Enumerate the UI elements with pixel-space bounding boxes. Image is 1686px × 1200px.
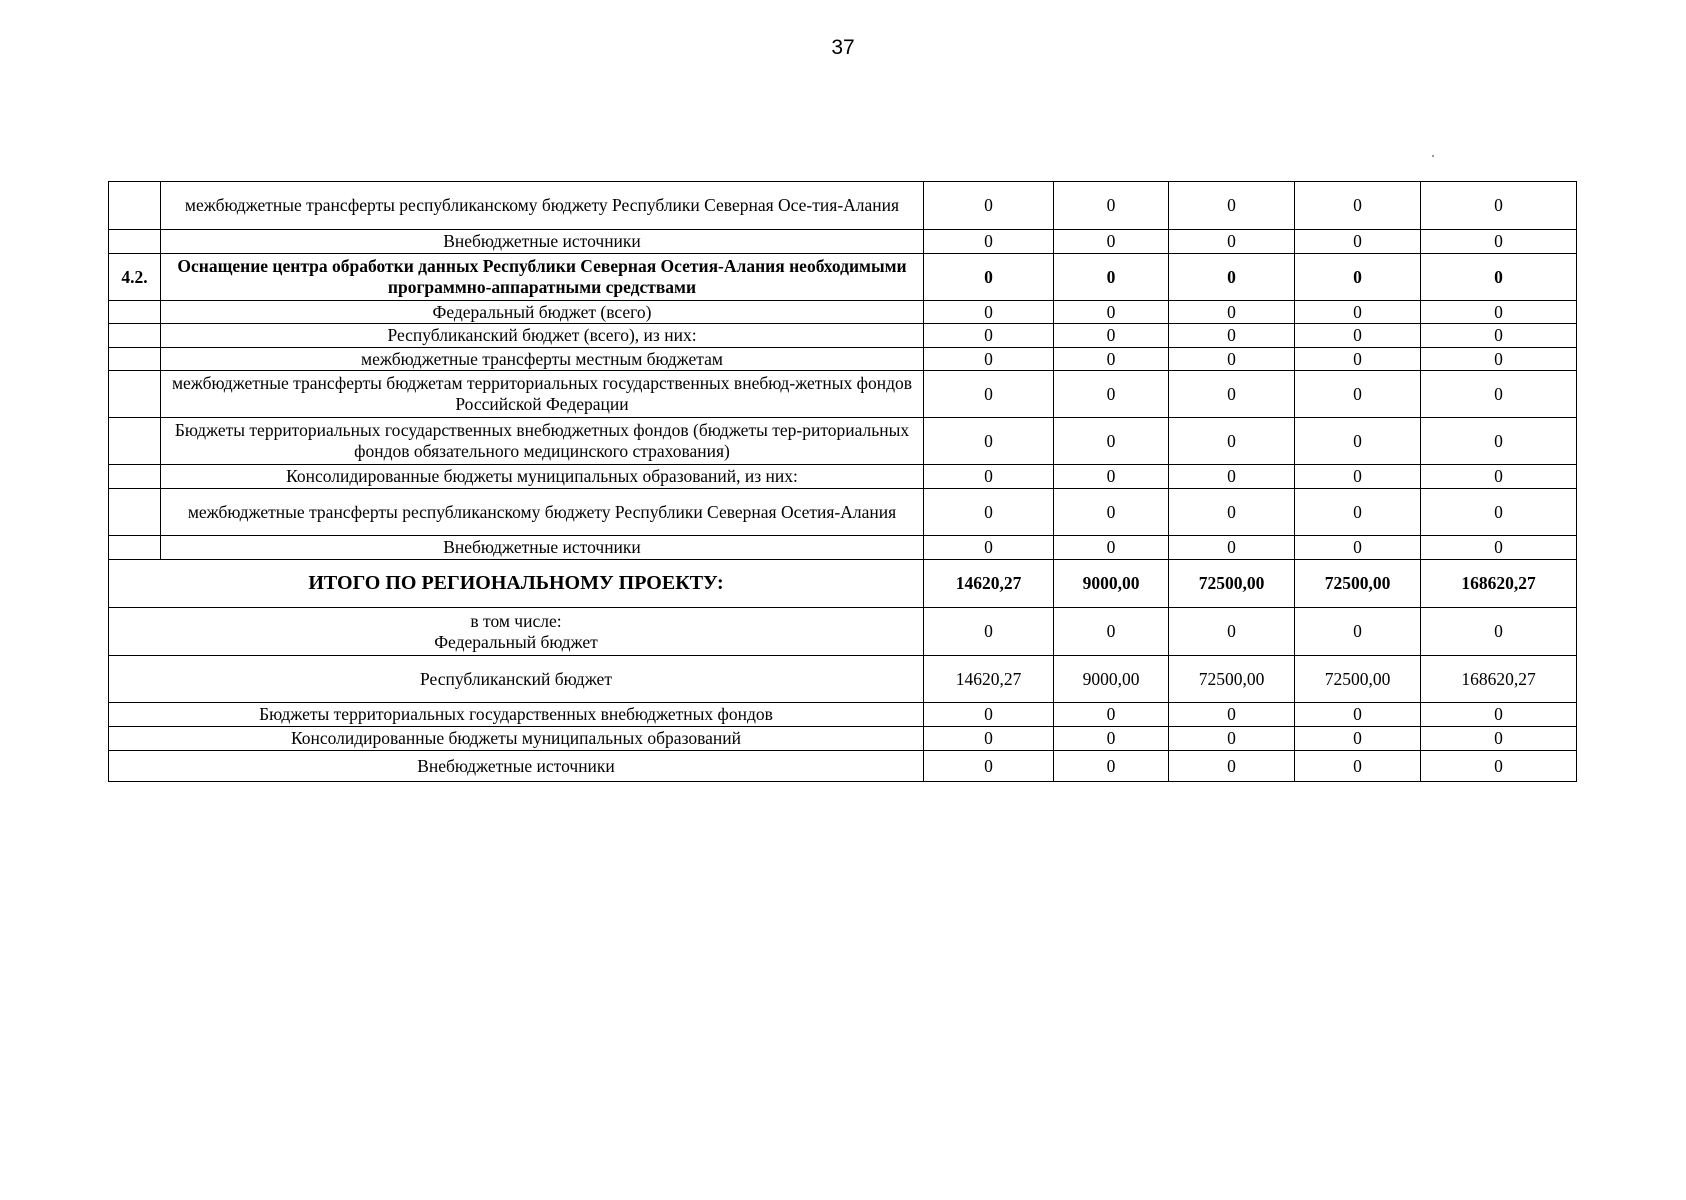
breakdown-row — [109, 703, 1577, 727]
breakdown-value: 0 — [1054, 751, 1169, 782]
total-value: 72500,00 — [1169, 560, 1295, 608]
value-cell: 0 — [1421, 536, 1577, 560]
value-cell: 0 — [1054, 418, 1169, 465]
value-cell: 0 — [924, 324, 1054, 348]
value-cell: 0 — [924, 348, 1054, 371]
row-code — [109, 371, 161, 418]
value-cell: 0 — [1169, 182, 1295, 230]
row-label: Бюджеты территориальных государственных внебюджетных фондов (бюджеты тер-риториальных фондов обязательного медицинского страхования) — [161, 418, 924, 465]
value-cell: 0 — [1054, 324, 1169, 348]
breakdown-label: Бюджеты территориальных государственных внебюджетных фондов — [109, 703, 924, 727]
breakdown-value: 0 — [1421, 751, 1577, 782]
value-cell: 0 — [1421, 254, 1577, 301]
breakdown-label: Консолидированные бюджеты муниципальных образований — [109, 727, 924, 751]
breakdown-value: 0 — [1421, 703, 1577, 727]
value-cell: 0 — [1295, 182, 1421, 230]
row-code — [109, 536, 161, 560]
table-row — [109, 182, 1577, 230]
breakdown-label: Республиканский бюджет — [109, 656, 924, 703]
value-cell: 0 — [1169, 465, 1295, 489]
table-row — [109, 348, 1577, 371]
value-cell: 0 — [1295, 301, 1421, 324]
value-cell: 0 — [1054, 371, 1169, 418]
row-label: межбюджетные трансферты местным бюджетам — [161, 348, 924, 371]
row-label: Федеральный бюджет (всего) — [161, 301, 924, 324]
row-label: Оснащение центра обработки данных Республики Северная Осетия-Алания необходимыми программно-аппаратными средствами — [161, 254, 924, 301]
value-cell: 0 — [1054, 536, 1169, 560]
total-label: ИТОГО ПО РЕГИОНАЛЬНОМУ ПРОЕКТУ: — [109, 560, 924, 608]
value-cell: 0 — [1169, 489, 1295, 536]
value-cell: 0 — [1295, 254, 1421, 301]
value-cell: 0 — [1295, 371, 1421, 418]
value-cell: 0 — [1421, 301, 1577, 324]
breakdown-value: 0 — [1054, 703, 1169, 727]
table-row — [109, 371, 1577, 418]
row-code — [109, 489, 161, 536]
breakdown-value: 14620,27 — [924, 656, 1054, 703]
value-cell: 0 — [1421, 465, 1577, 489]
budget-table — [108, 181, 1577, 782]
row-label: межбюджетные трансферты республиканскому бюджету Республики Северная Осе-тия-Алания — [161, 182, 924, 230]
row-label: Республиканский бюджет (всего), из них: — [161, 324, 924, 348]
page-number: 37 — [831, 36, 855, 59]
breakdown-value: 0 — [1421, 608, 1577, 656]
table-row — [109, 301, 1577, 324]
breakdown-value: 0 — [924, 703, 1054, 727]
value-cell: 0 — [1169, 536, 1295, 560]
breakdown-value: 0 — [1295, 751, 1421, 782]
value-cell: 0 — [1054, 230, 1169, 254]
value-cell: 0 — [1054, 489, 1169, 536]
breakdown-value: 0 — [924, 608, 1054, 656]
value-cell: 0 — [924, 489, 1054, 536]
row-label: Консолидированные бюджеты муниципальных образований, из них: — [161, 465, 924, 489]
breakdown-value: 0 — [924, 751, 1054, 782]
total-value: 72500,00 — [1295, 560, 1421, 608]
value-cell: 0 — [1421, 348, 1577, 371]
row-code — [109, 465, 161, 489]
row-code — [109, 348, 161, 371]
table-row — [109, 254, 1577, 301]
breakdown-value: 0 — [1295, 727, 1421, 751]
table-row — [109, 230, 1577, 254]
row-code — [109, 301, 161, 324]
row-label: Внебюджетные источники — [161, 230, 924, 254]
value-cell: 0 — [1169, 324, 1295, 348]
breakdown-label: в том числе: Федеральный бюджет — [109, 608, 924, 656]
table-row — [109, 324, 1577, 348]
breakdown-row — [109, 727, 1577, 751]
breakdown-value: 0 — [1054, 608, 1169, 656]
value-cell: 0 — [1295, 230, 1421, 254]
value-cell: 0 — [1054, 301, 1169, 324]
value-cell: 0 — [1295, 348, 1421, 371]
table-row — [109, 418, 1577, 465]
breakdown-value: 72500,00 — [1295, 656, 1421, 703]
breakdown-value: 0 — [1054, 727, 1169, 751]
table-row — [109, 489, 1577, 536]
value-cell: 0 — [1295, 324, 1421, 348]
value-cell: 0 — [1054, 182, 1169, 230]
value-cell: 0 — [924, 254, 1054, 301]
value-cell: 0 — [924, 465, 1054, 489]
breakdown-value: 0 — [1169, 751, 1295, 782]
breakdown-value: 0 — [1169, 703, 1295, 727]
row-code — [109, 418, 161, 465]
value-cell: 0 — [924, 182, 1054, 230]
value-cell: 0 — [1295, 465, 1421, 489]
value-cell: 0 — [1421, 324, 1577, 348]
row-code — [109, 230, 161, 254]
breakdown-value: 0 — [1295, 703, 1421, 727]
value-cell: 0 — [1295, 418, 1421, 465]
breakdown-row — [109, 608, 1577, 656]
value-cell: 0 — [1054, 254, 1169, 301]
breakdown-row — [109, 751, 1577, 782]
total-value: 9000,00 — [1054, 560, 1169, 608]
value-cell: 0 — [1295, 489, 1421, 536]
table-row — [109, 465, 1577, 489]
table-row — [109, 536, 1577, 560]
row-label: Внебюджетные источники — [161, 536, 924, 560]
value-cell: 0 — [924, 230, 1054, 254]
breakdown-value: 0 — [924, 727, 1054, 751]
value-cell: 0 — [1169, 254, 1295, 301]
value-cell: 0 — [1421, 489, 1577, 536]
breakdown-value: 72500,00 — [1169, 656, 1295, 703]
breakdown-value: 0 — [1169, 727, 1295, 751]
row-label: межбюджетные трансферты республиканскому бюджету Республики Северная Осетия-Алания — [161, 489, 924, 536]
value-cell: 0 — [1054, 348, 1169, 371]
value-cell: 0 — [1295, 536, 1421, 560]
breakdown-label: Внебюджетные источники — [109, 751, 924, 782]
breakdown-row — [109, 656, 1577, 703]
breakdown-value: 0 — [1421, 727, 1577, 751]
breakdown-value: 0 — [1169, 608, 1295, 656]
value-cell: 0 — [924, 371, 1054, 418]
breakdown-value: 0 — [1295, 608, 1421, 656]
breakdown-value: 9000,00 — [1054, 656, 1169, 703]
value-cell: 0 — [1169, 418, 1295, 465]
value-cell: 0 — [1169, 348, 1295, 371]
value-cell: 0 — [924, 418, 1054, 465]
value-cell: 0 — [1421, 230, 1577, 254]
total-value: 14620,27 — [924, 560, 1054, 608]
row-code — [109, 324, 161, 348]
value-cell: 0 — [1054, 465, 1169, 489]
value-cell: 0 — [924, 301, 1054, 324]
value-cell: 0 — [1169, 230, 1295, 254]
row-code — [109, 182, 161, 230]
row-label: межбюджетные трансферты бюджетам территориальных государственных внебюд-жетных фондов Российской Федерации — [161, 371, 924, 418]
value-cell: 0 — [1421, 371, 1577, 418]
row-code: 4.2. — [109, 254, 161, 301]
value-cell: 0 — [1421, 182, 1577, 230]
total-row — [109, 560, 1577, 608]
total-value: 168620,27 — [1421, 560, 1577, 608]
value-cell: 0 — [1421, 418, 1577, 465]
scan-speck — [1432, 155, 1434, 157]
value-cell: 0 — [1169, 371, 1295, 418]
value-cell: 0 — [924, 536, 1054, 560]
value-cell: 0 — [1169, 301, 1295, 324]
breakdown-value: 168620,27 — [1421, 656, 1577, 703]
